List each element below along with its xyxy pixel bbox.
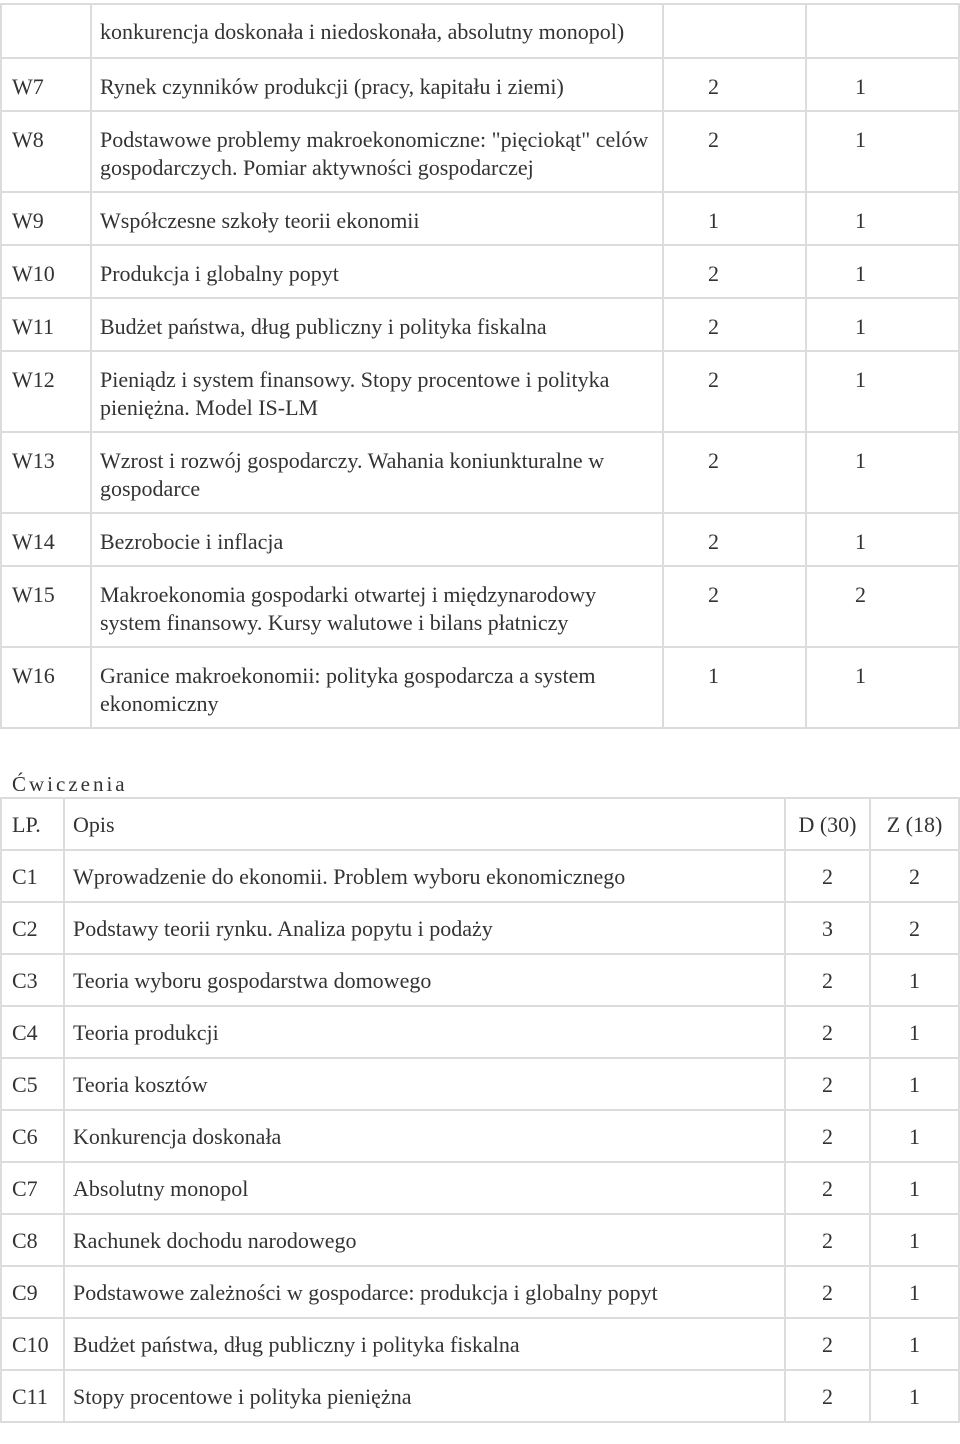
row-hours-d: 2 bbox=[663, 298, 806, 351]
row-hours-z: 1 bbox=[870, 1006, 959, 1058]
row-description: Podstawy teorii rynku. Analiza popytu i podaży bbox=[64, 902, 785, 954]
row-code: W11 bbox=[1, 298, 91, 351]
row-hours-z: 1 bbox=[806, 513, 959, 566]
row-description: Bezrobocie i inflacja bbox=[91, 513, 663, 566]
row-hours-d: 2 bbox=[785, 1006, 870, 1058]
row-hours-z: 1 bbox=[806, 245, 959, 298]
row-code: W13 bbox=[1, 432, 91, 513]
table-row bbox=[1, 850, 959, 902]
row-hours-d: 2 bbox=[785, 1318, 870, 1370]
row-hours-z: 1 bbox=[870, 1266, 959, 1318]
row-code: C9 bbox=[1, 1266, 64, 1318]
row-code: C3 bbox=[1, 954, 64, 1006]
table-row bbox=[1, 1058, 959, 1110]
row-description: Teoria wyboru gospodarstwa domowego bbox=[64, 954, 785, 1006]
table-row bbox=[1, 566, 959, 647]
exercises-table bbox=[0, 797, 960, 1423]
table-row bbox=[1, 432, 959, 513]
header-description: Opis bbox=[64, 798, 785, 850]
row-hours-z: 1 bbox=[870, 1318, 959, 1370]
row-hours-z: 1 bbox=[870, 954, 959, 1006]
row-hours-z: 2 bbox=[806, 566, 959, 647]
row-code: C7 bbox=[1, 1162, 64, 1214]
table-row bbox=[1, 647, 959, 728]
row-code: C4 bbox=[1, 1006, 64, 1058]
row-description: Rynek czynników produkcji (pracy, kapitału i ziemi) bbox=[91, 58, 663, 111]
section-title: Ćwiczenia bbox=[12, 772, 128, 796]
row-description: Wprowadzenie do ekonomii. Problem wyboru ekonomicznego bbox=[64, 850, 785, 902]
row-code: W7 bbox=[1, 58, 91, 111]
row-hours-z: 1 bbox=[870, 1162, 959, 1214]
row-hours-z: 1 bbox=[806, 192, 959, 245]
row-hours-z: 1 bbox=[806, 351, 959, 432]
table-row bbox=[1, 111, 959, 192]
table-row bbox=[1, 1266, 959, 1318]
row-hours-z: 1 bbox=[870, 1058, 959, 1110]
table-row bbox=[1, 1370, 959, 1422]
row-hours-d: 2 bbox=[663, 566, 806, 647]
row-description: Teoria produkcji bbox=[64, 1006, 785, 1058]
row-code: C1 bbox=[1, 850, 64, 902]
row-hours-z: 1 bbox=[806, 432, 959, 513]
row-code: C2 bbox=[1, 902, 64, 954]
row-description: Absolutny monopol bbox=[64, 1162, 785, 1214]
row-description: Teoria kosztów bbox=[64, 1058, 785, 1110]
row-code: C6 bbox=[1, 1110, 64, 1162]
row-code: W8 bbox=[1, 111, 91, 192]
row-description: konkurencja doskonała i niedoskonała, absolutny monopol) bbox=[91, 4, 663, 58]
row-code: W12 bbox=[1, 351, 91, 432]
row-description: Makroekonomia gospodarki otwartej i międzynarodowy system finansowy. Kursy walutowe i bilans płatniczy bbox=[91, 566, 663, 647]
row-code: W9 bbox=[1, 192, 91, 245]
row-description: Wzrost i rozwój gospodarczy. Wahania koniunkturalne w gospodarce bbox=[91, 432, 663, 513]
table-row bbox=[1, 1006, 959, 1058]
table-row bbox=[1, 245, 959, 298]
table-row bbox=[1, 298, 959, 351]
row-hours-d: 2 bbox=[663, 513, 806, 566]
row-hours-z: 1 bbox=[806, 647, 959, 728]
row-hours-z: 1 bbox=[806, 111, 959, 192]
row-code bbox=[1, 4, 91, 58]
row-description: Stopy procentowe i polityka pieniężna bbox=[64, 1370, 785, 1422]
table-header-row bbox=[1, 798, 959, 850]
row-description: Produkcja i globalny popyt bbox=[91, 245, 663, 298]
row-hours-z: 1 bbox=[870, 1370, 959, 1422]
row-code: W15 bbox=[1, 566, 91, 647]
row-code: W16 bbox=[1, 647, 91, 728]
row-description: Rachunek dochodu narodowego bbox=[64, 1214, 785, 1266]
table-row bbox=[1, 1110, 959, 1162]
row-hours-d: 2 bbox=[663, 58, 806, 111]
row-hours-d: 2 bbox=[785, 1162, 870, 1214]
row-hours-d: 2 bbox=[663, 245, 806, 298]
row-code: C5 bbox=[1, 1058, 64, 1110]
row-code: C11 bbox=[1, 1370, 64, 1422]
row-hours-d: 2 bbox=[663, 432, 806, 513]
table-row bbox=[1, 192, 959, 245]
row-description: Podstawowe zależności w gospodarce: produkcja i globalny popyt bbox=[64, 1266, 785, 1318]
row-hours-d: 2 bbox=[663, 111, 806, 192]
row-code: C10 bbox=[1, 1318, 64, 1370]
row-hours-d: 1 bbox=[663, 647, 806, 728]
row-description: Budżet państwa, dług publiczny i polityka fiskalna bbox=[91, 298, 663, 351]
row-description: Konkurencja doskonała bbox=[64, 1110, 785, 1162]
row-hours-d: 2 bbox=[663, 351, 806, 432]
row-description: Współczesne szkoły teorii ekonomii bbox=[91, 192, 663, 245]
row-hours-z: 1 bbox=[806, 298, 959, 351]
header-hours-z: Z (18) bbox=[870, 798, 959, 850]
lectures-table bbox=[0, 3, 960, 729]
row-hours-d: 2 bbox=[785, 850, 870, 902]
row-description: Budżet państwa, dług publiczny i polityka fiskalna bbox=[64, 1318, 785, 1370]
row-hours-d: 2 bbox=[785, 1266, 870, 1318]
row-hours-d: 2 bbox=[785, 1110, 870, 1162]
table-row bbox=[1, 1162, 959, 1214]
table-row bbox=[1, 513, 959, 566]
row-hours-z: 1 bbox=[806, 58, 959, 111]
row-code: W10 bbox=[1, 245, 91, 298]
row-description: Podstawowe problemy makroekonomiczne: "pięciokąt" celów gospodarczych. Pomiar aktywności gospodarczej bbox=[91, 111, 663, 192]
table-row bbox=[1, 902, 959, 954]
row-hours-d: 2 bbox=[785, 954, 870, 1006]
row-hours-d: 2 bbox=[785, 1058, 870, 1110]
row-code: C8 bbox=[1, 1214, 64, 1266]
table-row bbox=[1, 351, 959, 432]
header-code: LP. bbox=[1, 798, 64, 850]
row-hours-z bbox=[806, 4, 959, 58]
row-hours-d: 2 bbox=[785, 1370, 870, 1422]
table-row bbox=[1, 954, 959, 1006]
table-row bbox=[1, 4, 959, 58]
table-row bbox=[1, 58, 959, 111]
row-description: Granice makroekonomii: polityka gospodarcza a system ekonomiczny bbox=[91, 647, 663, 728]
row-hours-z: 2 bbox=[870, 850, 959, 902]
row-hours-d: 1 bbox=[663, 192, 806, 245]
row-hours-z: 2 bbox=[870, 902, 959, 954]
row-description: Pieniądz i system finansowy. Stopy procentowe i polityka pieniężna. Model IS-LM bbox=[91, 351, 663, 432]
row-code: W14 bbox=[1, 513, 91, 566]
row-hours-z: 1 bbox=[870, 1110, 959, 1162]
table-row bbox=[1, 1318, 959, 1370]
header-hours-d: D (30) bbox=[785, 798, 870, 850]
table-row bbox=[1, 1214, 959, 1266]
row-hours-d: 3 bbox=[785, 902, 870, 954]
row-hours-d: 2 bbox=[785, 1214, 870, 1266]
row-hours-d bbox=[663, 4, 806, 58]
row-hours-z: 1 bbox=[870, 1214, 959, 1266]
